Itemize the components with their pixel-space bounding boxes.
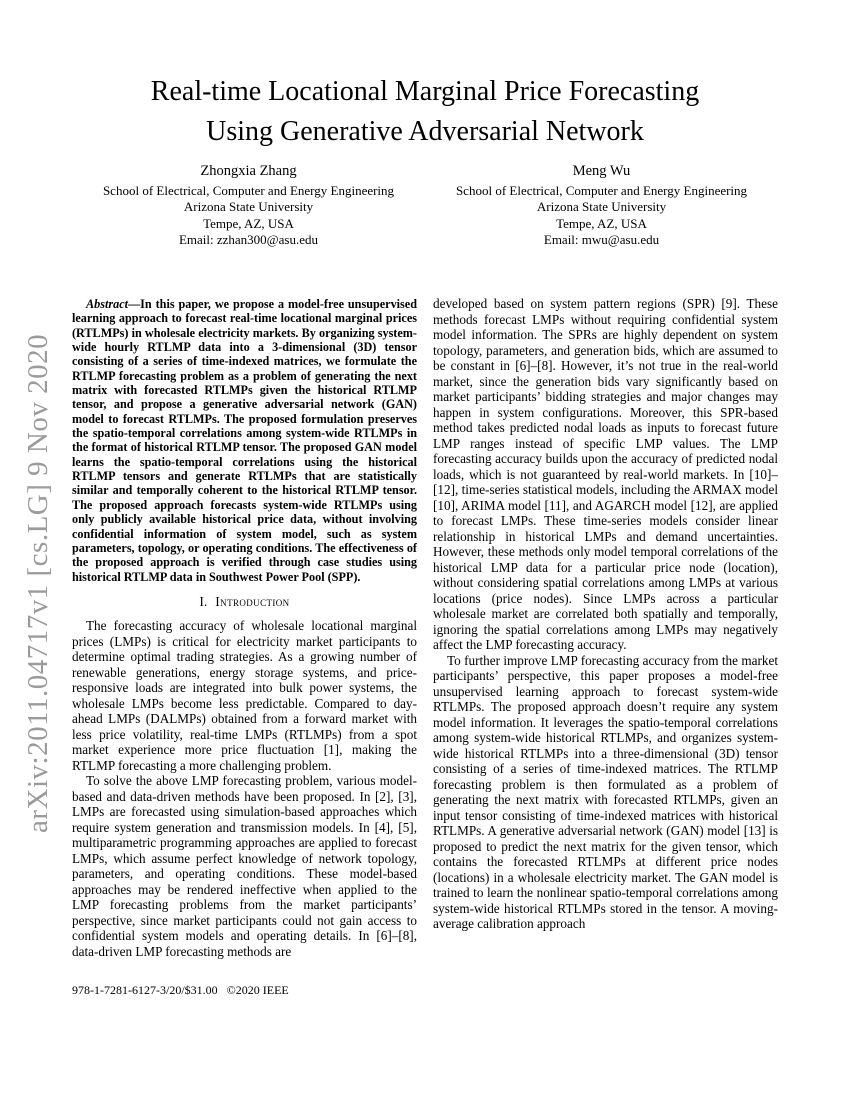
- abstract-label: Abstract: [86, 297, 128, 311]
- author-location: Tempe, AZ, USA: [556, 215, 647, 231]
- paragraph: The forecasting accuracy of wholesale locational marginal prices (LMPs) is critical for electricity market participants to determine optimal trading strategies. As a growing number of renewable generations, energy storage systems, and price-responsive loads are integrated into bulk power systems, the wholesale LMPs become less predictable. Compared to day-ahead LMPs (DALMPs) obtained from a forward market with less price volatility, real-time LMPs (RTLMPs) from a spot market experience more price fluctuation [1], making the RTLMP forecasting a more challenging problem.: [72, 618, 417, 773]
- author-row: [72, 163, 778, 249]
- paper-title-line1: Real-time Locational Marginal Price Forecasting: [150, 76, 700, 107]
- body-columns: [72, 296, 778, 959]
- section-title: Introduction: [215, 593, 290, 609]
- abstract: [72, 297, 417, 584]
- right-column: [433, 296, 778, 959]
- abstract-text: —In this paper, we propose a model-free unsupervised learning approach to forecast real-time locational marginal prices (RTLMPs) in wholesale electricity markets. By organizing system-wide hourly RTLMP data into a 3-dimensional (3D) tensor consisting of a series of time-indexed matrices, we formulate the RTLMP forecasting problem as a problem of generating the next matrix with forecasted RTLMPs given the historical RTLMP tensor, and propose a generative adversarial network (GAN) model to forecast RTLMPs. The proposed formulation preserves the spatio-temporal correlations among system-wide RTLMPs in the format of historical RTLMP tensor. The proposed GAN model learns the spatio-temporal correlations using the historical RTLMP tensors and generate RTLMPs that are statistically similar and temporally coherent to the historical RTLMP tensor. The proposed approach forecasts system-wide RTLMPs using only publicly available historical price data, without involving confidential information of system model, such as system parameters, topology, or operating conditions. The effectiveness of the proposed approach is verified through case studies using historical RTLMP data in Southwest Power Pool (SPP).: [72, 297, 417, 584]
- author-block-2: [425, 163, 778, 249]
- author-university: Arizona State University: [536, 199, 667, 214]
- author-email: Email: mwu@asu.edu: [543, 232, 660, 247]
- paragraph: developed based on system pattern regions (SPR) [9]. These methods forecast LMPs without requiring confidential system model information. The SPRs are highly dependent on system topology, parameters, and generation bids, which are assumed to be constant in [6]–[8]. However, it’s not true in the real-world market, since the generation bids vary significantly based on market participants’ bidding strategies and major changes may happen in system configurations. Moreover, this SPR-based method takes predicted nodal loads as inputs to forecast future LMP ranges instead of specific LMP values. The LMP forecasting accuracy builds upon the accuracy of predicted nodal loads, which is not guaranteed by real-world markets. In [10]–[12], time-series statistical models, including the ARMAX model [10], ARIMA model [11], and AGARCH model [12], are applied to forecast LMPs. These time-series models consider linear relationship in historical LMPs and demand uncertainties. However, these methods only model temporal correlations of the historical LMP data for a particular price node (location), without considering spatial correlations among LMPs at various locations (price nodes). Since LMPs across a particular wholesale market are correlated both spatially and temporally, ignoring the spatial correlations among LMPs may negatively affect the LMP forecasting accuracy.: [433, 296, 778, 652]
- author-block-1: [72, 163, 425, 249]
- paper-title: [0, 72, 850, 152]
- arxiv-watermark: arXiv:2011.04717v1 [cs.LG] 9 Nov 2020: [22, 333, 54, 833]
- left-column: [72, 296, 417, 959]
- author-department: School of Electrical, Computer and Energy Engineering: [455, 182, 748, 198]
- section-number: I.: [199, 593, 208, 609]
- paragraph: To further improve LMP forecasting accuracy from the market participants’ perspective, this paper proposes a model-free unsupervised learning approach to forecast system-wide RTLMPs. The proposed approach doesn’t require any system model information. It leverages the spatio-temporal correlations among system-wide historical RTLMPs, and organizes system-wide historical RTLMPs into a three-dimensional (3D) tensor consisting of a series of time-indexed matrices. The RTLMP forecasting problem is then formulated as a problem of generating the next matrix with forecasted RTLMPs, given an input tensor consisting of time-indexed matrices with historical RTLMPs. A generative adversarial network (GAN) model [13] is proposed to predict the next matrix for the given tensor, which contains the forecasted RTLMPs at different price nodes (locations) in a wholesale electricity market. The GAN model is trained to learn the nonlinear spatio-temporal correlations among system-wide historical RTLMPs stored in the tensor. A moving-average calibration approach: [433, 652, 778, 931]
- author-department: School of Electrical, Computer and Energy Engineering: [102, 182, 395, 198]
- copyright-notice: [72, 983, 289, 998]
- author-email: Email: zzhan300@asu.edu: [178, 232, 319, 247]
- copyright-isbn: 978-1-7281-6127-3/20/$31.00: [72, 983, 218, 997]
- paragraph: To solve the above LMP forecasting problem, various model-based and data-driven methods have been proposed. In [2], [3], LMPs are forecasted using simulation-based approaches which require system generation and transmission models. In [4], [5], multiparametric programming approaches are applied to forecast LMPs, which assume perfect knowledge of network topology, parameters, and operating conditions. These model-based approaches may be rendered ineffective when applied to the LMP forecasting problems from the market participants’ perspective, since market participants could not gain access to confidential system models and operating details. In [6]–[8], data-driven LMP forecasting methods are: [72, 773, 417, 959]
- paper-title-line2: Using Generative Adversarial Network: [206, 116, 644, 147]
- author-location: Tempe, AZ, USA: [203, 215, 294, 231]
- author-name: Zhongxia Zhang: [200, 163, 297, 179]
- section-heading-introduction: [72, 594, 417, 610]
- author-university: Arizona State University: [183, 199, 314, 214]
- copyright-ieee: ©2020 IEEE: [226, 983, 289, 997]
- author-name: Meng Wu: [572, 163, 631, 179]
